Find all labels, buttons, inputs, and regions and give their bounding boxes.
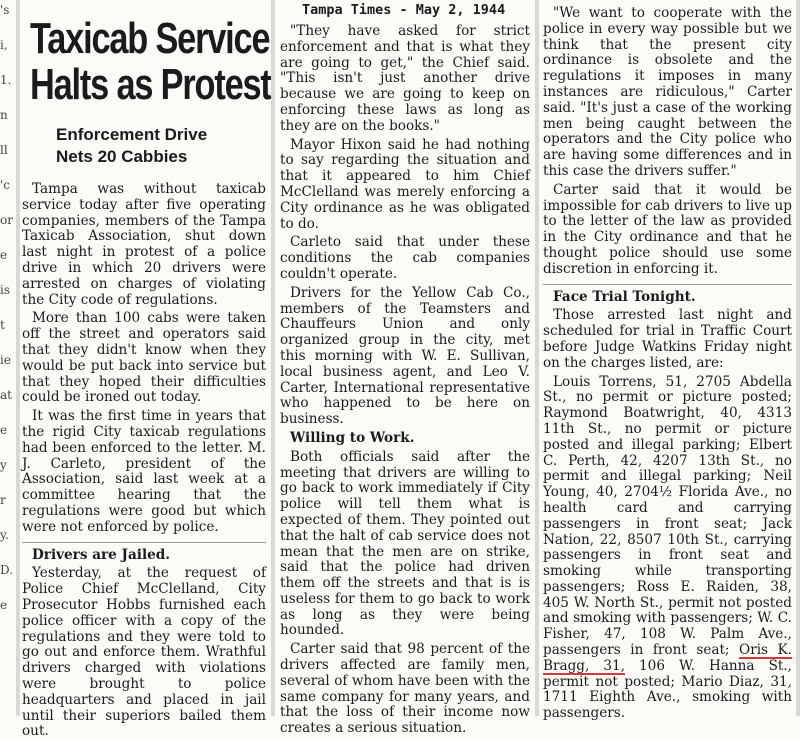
- article-paragraph: Tampa was without taxicab service today after five operating companies, members of the Tampa Taxicab Association, shut down last night in protest of a police drive in which 20 drivers were arrested on charges of violating the City code of regulations.: [22, 181, 266, 308]
- edge-fragment: 1.: [0, 73, 12, 87]
- column-2: [280, 0, 530, 737]
- article-paragraph: Both officials said after the meeting that drivers are willing to go back to work immediately if City police will tell them what is expected of them. They pointed out that the halt of cab service does not mean that the men are on strike, said that the police had driven them off the streets and that is is useless for them to go back to work as long as they were being hounded.: [280, 448, 530, 639]
- subhead-willing-to-work: Willing to Work.: [290, 429, 415, 446]
- article-paragraph: More than 100 cabs were taken off the street and operators said that they didn't know when they would be put back into service but that they hoped their difficulties could be ironed out today.: [22, 310, 266, 406]
- edge-fragment: or: [0, 213, 13, 227]
- edge-fragment: at: [0, 388, 12, 402]
- edge-fragment: ie: [0, 353, 11, 367]
- article-paragraph: "They have asked for strict enforcement and that is what they are going to get," the Chief said. "This isn't just another drive because we are going to keep on enforcing these laws as long as they are on the books.": [280, 23, 530, 134]
- edge-fragment: t: [0, 318, 5, 332]
- article-paragraph: Yesterday, at the request of Police Chief McClelland, City Prosecutor Hobbs furnished each police officer with a copy of the regulations and they were told to go out and enforce them. Wrathful drivers charged with violations were brought to police headquarters and placed in jail until their superiors bailed them out.: [22, 565, 266, 740]
- column-gutter: [796, 0, 800, 716]
- edge-fragment: y: [0, 458, 7, 472]
- article-paragraph: Those arrested last night and scheduled for trial in Traffic Court before Judge Watkins Friday night on the charges listed, are:: [543, 307, 792, 371]
- headline-line-2: Halts as Protest: [30, 60, 271, 109]
- deck-headline: [56, 124, 266, 168]
- article-paragraph: Carleto said that under these conditions the cab companies couldn't operate.: [280, 234, 530, 282]
- masthead-date: Tampa Times - May 2, 1944: [302, 2, 506, 18]
- edge-fragment: 'c: [0, 178, 11, 192]
- column-gutter: [535, 0, 539, 716]
- subhead-face-trial-tonight: Face Trial Tonight.: [553, 288, 696, 305]
- deck-line-1: Enforcement Drive: [56, 125, 208, 144]
- edge-fragment: is: [0, 283, 10, 297]
- edge-fragment: e: [0, 423, 8, 437]
- edge-fragment: e: [0, 248, 8, 262]
- article-paragraph: Carter said that it would be impossible for cab drivers to live up to the letter of the law as provided in the City ordinance and that he thought police should use some discretion in enforcing it.: [543, 181, 792, 277]
- article-paragraph: It was the first time in years that the rigid City taxicab regulations had been enforced to the letter. M. J. Carleto, president of the Association, said last week at a committee hearing that the regulations were good but which were not enforced by police.: [22, 408, 266, 535]
- highlighted-name: Oris K. Bragg, 31,: [543, 642, 793, 674]
- column-3: [543, 0, 793, 722]
- article-paragraph: Drivers for the Yellow Cab Co., members of the Teamsters and Chauffeurs Union and only organized group in the city, met this morning with W. E. Sullivan, local business agent, and Leo V. Carter, International representative who happened to be here on business.: [280, 284, 530, 428]
- edge-fragment: i,: [0, 38, 8, 52]
- headline: [30, 14, 271, 114]
- edge-fragment: n: [0, 108, 8, 122]
- defendant-list: [543, 375, 792, 723]
- headline-line-1: Taxicab Service: [30, 14, 270, 63]
- defendant-list-before: Louis Torrens, 51, 2705 Abdella St., no permit or picture posted; Raymond Boatwright, 40, 4313 11th St., no permit or picture posted and illegal parking; Elbert C. Perth, 42, 4207 13th St., no permit and illegal parking; Neil Young, 40, 2704½ Florida Ave., no health card and carrying passengers in front seat; Jack Nation, 22, 8507 10th St., carrying passengers in front seat and smoking while transporting passengers; Ross E. Raiden, 38, 405 W. North St., permit not posted and smoking with passengers; W. C. Fisher, 47, 108 W. Palm Ave., passengers in front seat;: [543, 373, 792, 659]
- edge-fragment: ll: [0, 143, 8, 157]
- subhead-drivers-jailed: Drivers are Jailed.: [32, 546, 171, 563]
- edge-fragment: y.: [0, 528, 9, 542]
- torn-edge-column: [0, 0, 14, 716]
- edge-fragment: r: [0, 493, 6, 507]
- column-gutter: [16, 0, 20, 716]
- article-paragraph: "We want to cooperate with the police in every way possible but we think that the present city ordinance is obsolete and the regulations it imposes in many instances are ridiculous," Carter said. "It's just a case of the working men being caught between the operators and the City police who are having some differences and in this case the drivers suffer.": [543, 5, 792, 179]
- article-paragraph: Carter said that 98 percent of the drivers affected are family men, several of whom have been with the same company for many years, and that the loss of their income now creates a serious situation.: [280, 641, 530, 737]
- edge-fragment: D.: [0, 563, 14, 577]
- defendant-list-after: 106 W. Hanna St., permit not posted; Mario Diaz, 31, 1711 Eighth Ave., smoking with passengers.: [543, 657, 792, 722]
- column-1: [22, 0, 271, 740]
- section-divider: [543, 284, 792, 285]
- edge-fragment: 's: [0, 3, 10, 17]
- article-paragraph: Mayor Hixon said he had nothing to say regarding the situation and that it appeared to him Chief McClelland was merely enforcing a City ordinance as he was obligated to do.: [280, 136, 530, 232]
- column-gutter: [271, 0, 275, 716]
- deck-line-2: Nets 20 Cabbies: [56, 147, 188, 166]
- edge-fragment: e: [0, 598, 8, 612]
- section-divider: [22, 542, 266, 543]
